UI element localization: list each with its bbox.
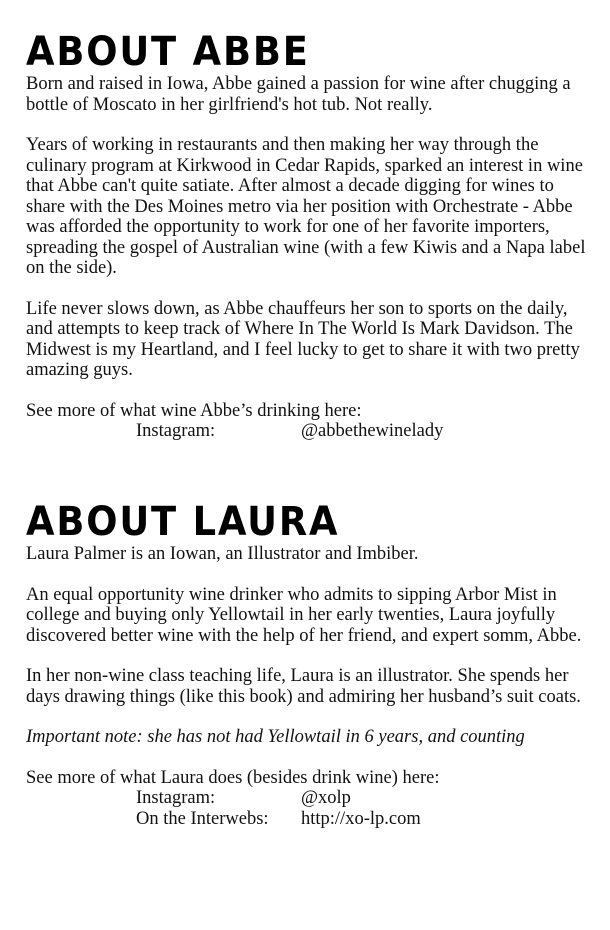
abbe-intro-paragraph: Born and raised in Iowa, Abbe gained a passion for wine after chugging a bottle of Moscato in her girlfriend's hot tub. Not really. [26, 74, 571, 115]
paragraph-spacer [26, 646, 586, 666]
abbe-see-more-text: See more of what wine Abbe’s drinking here: [26, 400, 362, 421]
laura-wine-paragraph: An equal opportunity wine drinker who admits to sipping Arbor Mist in college and buying only Yellowtail in her early twenties, Laura joyfully discovered better wine with the help of her friend, and expert somm, Abbe. [26, 584, 582, 646]
paragraph-spacer [26, 115, 586, 135]
laura-website-label: On the Interwebs: [136, 808, 269, 829]
abbe-instagram-row [26, 421, 586, 442]
paragraph-spacer [26, 381, 586, 401]
paragraph-spacer [26, 707, 586, 727]
laura-see-more-text: See more of what Laura does (besides drink wine) here: [26, 767, 440, 788]
paragraph-spacer [26, 279, 586, 299]
abbe-career-paragraph: Years of working in restaurants and then making her way through the culinary program at Kirkwood in Cedar Rapids, sparked an interest in wine that Abbe can't quite satiate. After almost a decade digging for wines to share with the Des Moines metro via her position with Orchestrate - Abbe was afforded the opportunity to work for one of her favorite importers, spreading the gospel of Australian wine (with a few Kiwis and a Napa label on the side). [26, 135, 586, 278]
paragraph-spacer [26, 748, 586, 768]
about-laura-section [26, 500, 586, 829]
about-abbe-heading: ABOUT ABBE [26, 29, 310, 75]
laura-instagram-handle: @xolp [301, 788, 351, 808]
laura-website-url: http://xo-lp.com [301, 808, 421, 829]
abbe-instagram-label: Instagram: [136, 421, 216, 441]
abbe-life-paragraph: Life never slows down, as Abbe chauffeurs her son to sports on the daily, and attempts to keep track of Where In The World Is Mark Davidson. The Midwest is my Heartland, and I feel lucky to get to share it with two pretty amazing guys. [26, 298, 580, 380]
laura-instagram-label: Instagram: [136, 788, 216, 808]
about-laura-heading: ABOUT LAURA [26, 499, 340, 545]
laura-illustrator-paragraph: In her non-wine class teaching life, Laura is an illustrator. She spends her days drawing things (like this book) and admiring her husband’s suit coats. [26, 666, 581, 707]
laura-intro-paragraph: Laura Palmer is an Iowan, an Illustrator and Imbiber. [26, 544, 419, 564]
laura-important-note: Important note: she has not had Yellowtail in 6 years, and counting [26, 727, 525, 747]
paragraph-spacer [26, 565, 586, 585]
laura-instagram-row [26, 788, 586, 809]
about-abbe-section [26, 30, 586, 442]
abbe-instagram-handle: @abbethewinelady [301, 421, 444, 441]
laura-website-row [26, 809, 586, 830]
